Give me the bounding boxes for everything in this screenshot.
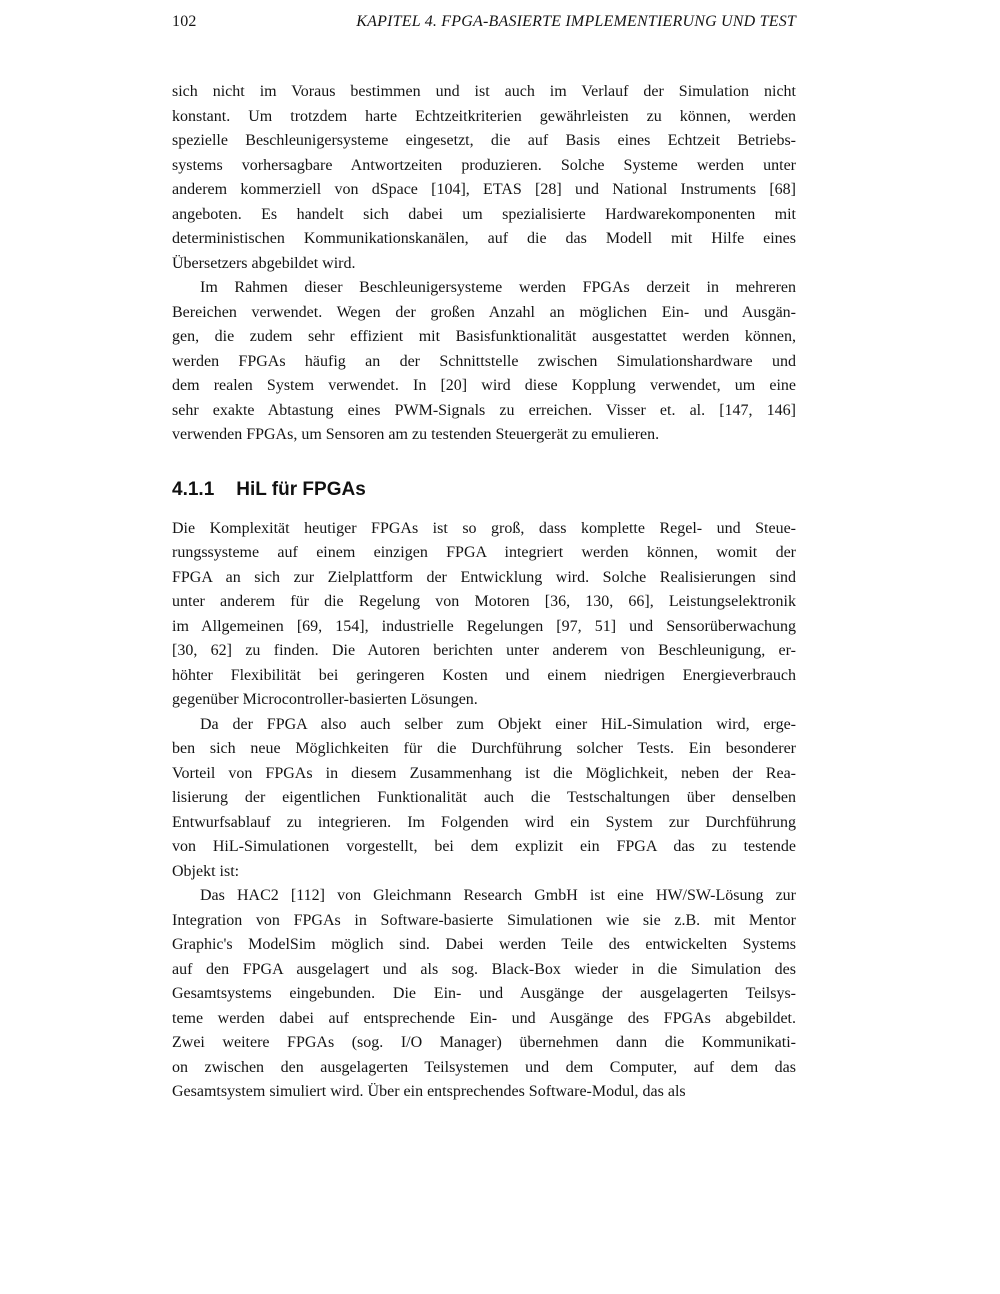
text-line: von HiL-Simulationen vorgestellt, bei dem explizit ein FPGA das zu testende xyxy=(172,838,796,855)
text-line: gegenüber Microcontroller-basierten Lösungen. xyxy=(172,691,478,708)
text-line: deterministischen Kommunikationskanälen, auf die das Modell mit Hilfe eines xyxy=(172,230,796,247)
text-line: dem realen System verwendet. In [20] wird diese Kopplung verwendet, um eine xyxy=(172,377,796,394)
text-line: systems vorhersagbare Antwortzeiten produzieren. Solche Systeme werden unter xyxy=(172,156,796,174)
text-line: FPGA an sich zur Zielplattform der Entwicklung wird. Solche Realisierungen sind xyxy=(172,568,796,586)
text-line: Objekt ist: xyxy=(172,862,240,880)
section-heading xyxy=(172,478,796,502)
text-line: werden FPGAs häufig an der Schnittstelle zwischen Simulationshardware und xyxy=(172,352,796,370)
body-paragraph xyxy=(172,517,796,713)
text-line: Vorteil von FPGAs in diesem Zusammenhang ist die Möglichkeit, neben der Rea- xyxy=(172,764,796,782)
text-line: Gesamtsystems eingebunden. Die Ein- und Ausgänge der ausgelagerten Teilsys- xyxy=(172,985,796,1002)
text-line: Gesamtsystem simuliert wird. Über ein entsprechendes Software-Modul, das als xyxy=(172,1083,686,1100)
text-line: Entwurfsablauf zu integrieren. Im Folgenden wird ein System zur Durchführung xyxy=(172,813,796,831)
text-line: sich nicht im Voraus bestimmen und ist auch im Verlauf der Simulation nicht xyxy=(172,83,796,100)
text-line: on zwischen den ausgelagerten Teilsystemen und dem Computer, auf dem das xyxy=(172,1058,796,1076)
text-line: konstant. Um trotzdem harte Echtzeitkriterien gewährleisten zu können, werden xyxy=(172,107,796,125)
text-line: lisierung der eigentlichen Funktionalität auch die Testschaltungen über denselben xyxy=(172,789,796,806)
text-line: im Allgemeinen [69, 154], industrielle Regelungen [97, 51] und Sensorüberwachung xyxy=(172,617,796,635)
text-line: anderem kommerziell von dSpace [104], ETAS [28] und National Instruments [68] xyxy=(172,181,796,198)
text-line: Bereichen verwendet. Wegen der großen Anzahl an möglichen Ein- und Ausgän- xyxy=(172,303,796,321)
text-line: Übersetzers abgebildet wird. xyxy=(172,254,356,272)
text-line: spezielle Beschleunigersysteme eingesetzt, die auf Basis eines Echtzeit Betriebs- xyxy=(172,132,796,149)
text-line: gen, die zudem sehr effizient mit Basisfunktionalität ausgestattet werden können, xyxy=(172,328,796,345)
text-line: ben sich neue Möglichkeiten für die Durchführung solcher Tests. Ein besonderer xyxy=(172,740,796,757)
text-line: [30, 62] zu finden. Die Autoren berichten unter anderem von Beschleunigung, er- xyxy=(172,642,796,659)
text-line: unter anderem für die Regelung von Motoren [36, 130, 66], Leistungselektronik xyxy=(172,593,796,610)
section-number: 4.1.1 xyxy=(172,478,215,500)
page-number: 102 xyxy=(172,13,197,30)
body-paragraph xyxy=(172,276,796,448)
text-line: Da der FPGA also auch selber zum Objekt einer HiL-Simulation wird, erge- xyxy=(200,715,796,733)
chapter-running-title: KAPITEL 4. FPGA-BASIERTE IMPLEMENTIERUNG UND TEST xyxy=(356,13,796,30)
text-line: Zwei weitere FPGAs (sog. I/O Manager) übernehmen dann die Kommunikati- xyxy=(172,1034,796,1051)
text-line: angeboten. Es handelt sich dabei um spezialisierte Hardwarekomponenten mit xyxy=(172,205,796,223)
body-paragraph xyxy=(172,80,796,276)
body-paragraph xyxy=(172,713,796,885)
body-paragraph xyxy=(172,884,796,1105)
text-line: verwenden FPGAs, um Sensoren am zu testenden Steuergerät zu emulieren. xyxy=(172,426,660,443)
text-column xyxy=(172,12,796,1105)
text-line: teme werden dabei auf entsprechende Ein- und Ausgänge des FPGAs abgebildet. xyxy=(172,1009,796,1027)
text-line: auf den FPGA ausgelagert und als sog. Black-Box wieder in die Simulation des xyxy=(172,960,796,978)
text-line: Integration von FPGAs in Software-basierte Simulationen wie sie z.B. mit Mentor xyxy=(172,911,796,929)
section-title: HiL für FPGAs xyxy=(236,478,366,500)
text-line: rungssysteme auf einem einzigen FPGA integriert werden können, womit der xyxy=(172,544,796,561)
running-header xyxy=(172,12,796,32)
text-block xyxy=(172,80,796,1105)
text-line: höhter Flexibilität bei geringeren Kosten und einem niedrigen Energieverbrauch xyxy=(172,666,796,684)
text-line: sehr exakte Abtastung eines PWM-Signals zu erreichen. Visser et. al. [147, 146] xyxy=(172,401,796,419)
text-line: Graphic's ModelSim möglich sind. Dabei werden Teile des entwickelten Systems xyxy=(172,936,796,953)
text-line: Das HAC2 [112] von Gleichmann Research GmbH ist eine HW/SW-Lösung zur xyxy=(200,887,796,904)
text-line: Im Rahmen dieser Beschleunigersysteme werden FPGAs derzeit in mehreren xyxy=(200,279,796,296)
text-line: Die Komplexität heutiger FPGAs ist so groß, dass komplette Regel- und Steue- xyxy=(172,519,796,537)
